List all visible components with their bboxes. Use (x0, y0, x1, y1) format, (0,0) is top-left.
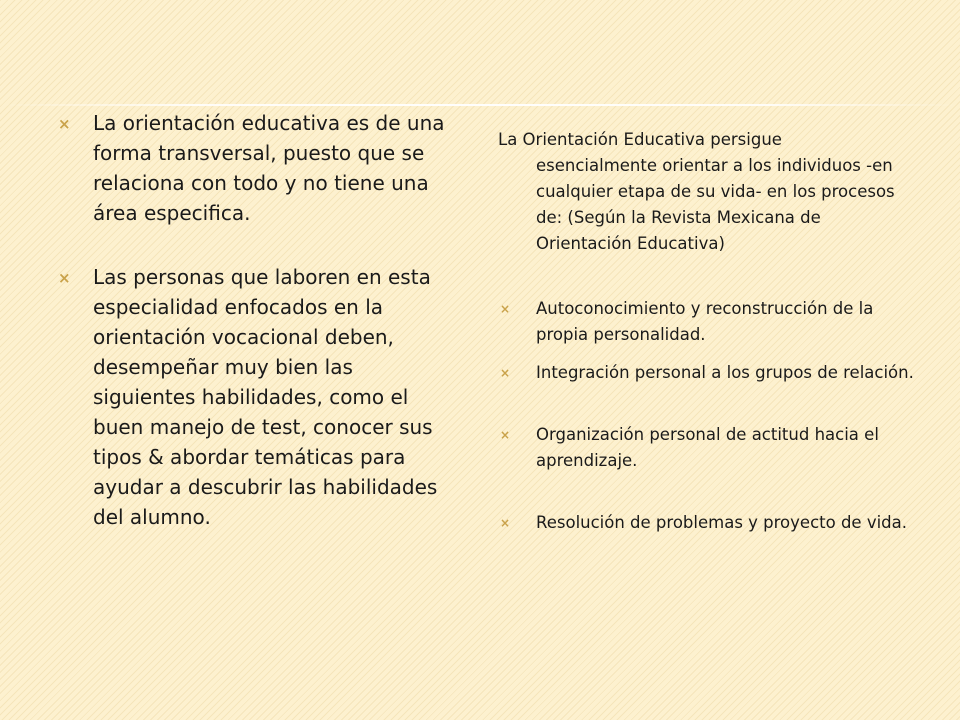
left-column (58, 108, 458, 566)
right-intro (498, 127, 918, 257)
right-list-item (498, 510, 918, 536)
title-area (0, 0, 960, 96)
right-column (498, 127, 918, 536)
right-list-item (498, 296, 918, 348)
title-divider (0, 104, 960, 106)
right-list-item-text: Organización personal de actitud hacia el aprendizaje. (536, 425, 879, 470)
x-bullet-icon: × (58, 269, 71, 287)
x-bullet-icon: × (500, 428, 511, 442)
right-list-item-text: Autoconocimiento y reconstrucción de la propia personalidad. (536, 299, 874, 344)
left-paragraph (58, 262, 458, 532)
right-list-item (498, 360, 918, 386)
right-intro-first-line: La Orientación Educativa persigue (498, 130, 782, 149)
left-paragraph (58, 108, 458, 228)
right-list-item-text: Resolución de problemas y proyecto de vida. (536, 513, 908, 532)
x-bullet-icon: × (500, 366, 511, 380)
x-bullet-icon: × (58, 115, 71, 133)
x-bullet-icon: × (500, 302, 511, 316)
left-paragraph-text: Las personas que laboren en esta especialidad enfocados en la orientación vocacional deben, desempeñar muy bien las siguientes habilidades, como el buen manejo de test, conocer sus tipos & abordar temáticas para ayudar a descubrir las habilidades del alumno. (93, 265, 438, 529)
right-intro-rest: esencialmente orientar a los individuos -en cualquier etapa de su vida- en los procesos de: (Según la Revista Mexicana de Orientación Educativa) (536, 156, 895, 253)
left-paragraph-text: La orientación educativa es de una forma transversal, puesto que se relaciona con todo y no tiene una área especifica. (93, 111, 445, 225)
right-list-item-text: Integración personal a los grupos de relación. (536, 363, 914, 382)
right-list-item (498, 422, 918, 474)
x-bullet-icon: × (500, 516, 511, 530)
